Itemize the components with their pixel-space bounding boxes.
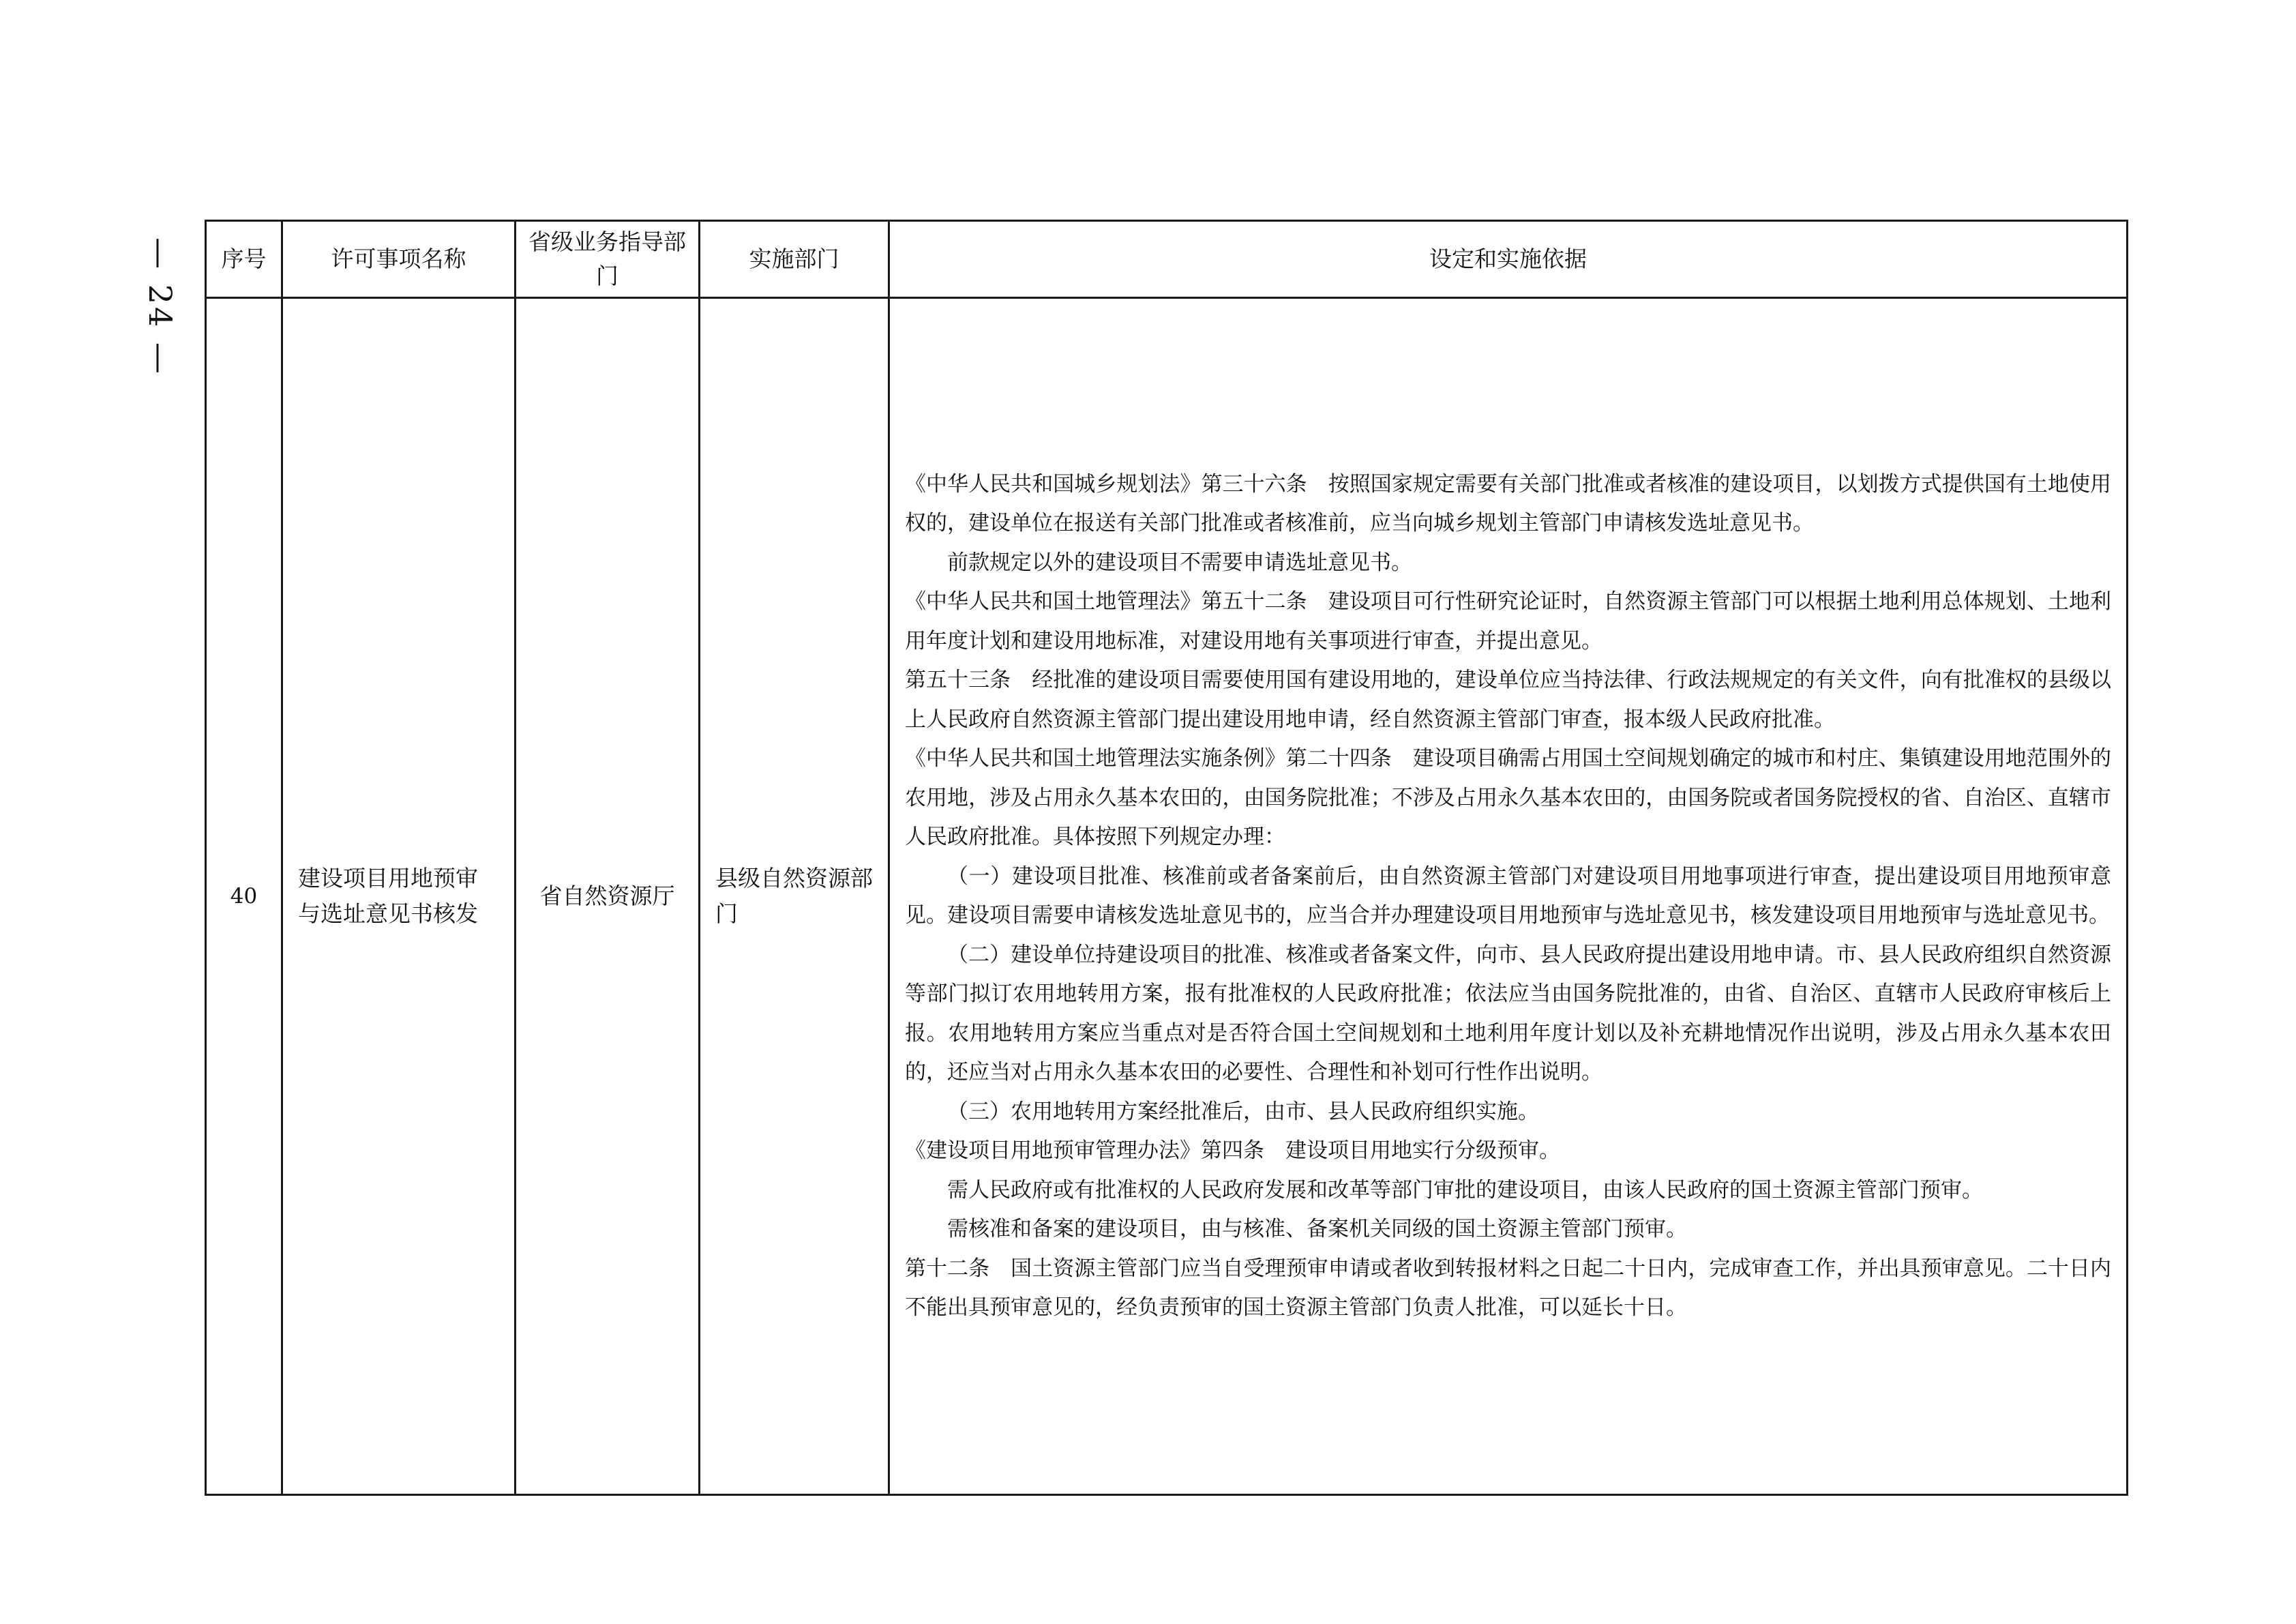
basis-paragraph: 需人民政府或有批准权的人民政府发展和改革等部门审批的建设项目，由该人民政府的国土资源主管部门预审。 (947, 1177, 1983, 1202)
basis-paragraph: 《中华人民共和国土地管理法》第五十二条 建设项目可行性研究论证时，自然资源主管部门可以根据土地利用总体规划、土地利用年度计划和建设用地标准，对建设用地有关事项进行审查，并提出意见。 (905, 589, 2111, 653)
basis-text (905, 465, 2111, 1328)
basis-paragraph: 《建设项目用地预审管理办法》第四条 建设项目用地实行分级预审。 (905, 1138, 1560, 1163)
cell-no: 40 (206, 298, 282, 1495)
table-header-row (206, 221, 2128, 298)
basis-paragraph: 《中华人民共和国土地管理法实施条例》第二十四条 建设项目确需占用国土空间规划确定的城市和村庄、集镇建设用地范围外的农用地，涉及占用永久基本农田的，由国务院批准；不涉及占用永久基本农田的，由国务院或者国务院授权的省、自治区、直辖市人民政府批准。具体按照下列规定办理： (905, 746, 2111, 849)
basis-paragraph: 《中华人民共和国城乡规划法》第三十六条 按照国家规定需要有关部门批准或者核准的建设项目，以划拨方式提供国有土地使用权的，建设单位在报送有关部门批准或者核准前，应当向城乡规划主管部门申请核发选址意见书。 (905, 471, 2111, 535)
basis-paragraph: 需核准和备案的建设项目，由与核准、备案机关同级的国土资源主管部门预审。 (947, 1217, 1687, 1241)
basis-paragraph: （二）建设单位持建设项目的批准、核准或者备案文件，向市、县人民政府提出建设用地申请。市、县人民政府组织自然资源等部门拟订农用地转用方案，报有批准权的人民政府批准；依法应当由国务院批准的，由省、自治区、直辖市人民政府审核后上报。农用地转用方案应当重点对是否符合国土空间规划和土地利用年度计划以及补充耕地情况作出说明，涉及占用永久基本农田的，还应当对占用永久基本农田的必要性、合理性和补划可行性作出说明。 (905, 942, 2111, 1084)
basis-paragraph: 第十二条 国土资源主管部门应当自受理预审申请或者收到转报材料之日起二十日内，完成审查工作，并出具预审意见。二十日内不能出具预审意见的，经负责预审的国土资源主管部门负责人批准，可以延长十日。 (905, 1256, 2111, 1320)
cell-name: 建设项目用地预审与选址意见书核发 (282, 298, 516, 1495)
basis-paragraph: （三）农用地转用方案经批准后，由市、县人民政府组织实施。 (947, 1099, 1539, 1124)
page-number-text: — 24 — (142, 237, 179, 377)
cell-impl: 县级自然资源部门 (700, 298, 889, 1495)
basis-paragraph: 第五十三条 经批准的建设项目需要使用国有建设用地的，建设单位应当持法律、行政法规规定的有关文件，向有批准权的县级以上人民政府自然资源主管部门提出建设用地申请，经自然资源主管部门审查，报本级人民政府批准。 (905, 668, 2111, 732)
basis-paragraph: （一）建设项目批准、核准前或者备案前后，由自然资源主管部门对建设项目用地事项进行审查，提出建设项目用地预审意见。建设项目需要申请核发选址意见书的，应当合并办理建设项目用地预审与选址意见书，核发建设项目用地预审与选址意见书。 (905, 863, 2111, 928)
basis-paragraph: 前款规定以外的建设项目不需要申请选址意见书。 (947, 550, 1412, 575)
header-name: 许可事项名称 (282, 221, 516, 298)
permit-table (205, 220, 2128, 1496)
cell-dept: 省自然资源厅 (516, 298, 700, 1495)
header-impl: 实施部门 (700, 221, 889, 298)
header-basis: 设定和实施依据 (889, 221, 2128, 298)
table-row (206, 298, 2128, 1495)
header-no: 序号 (206, 221, 282, 298)
page-number (130, 218, 191, 396)
header-dept: 省级业务指导部门 (516, 221, 700, 298)
cell-basis (889, 298, 2128, 1495)
